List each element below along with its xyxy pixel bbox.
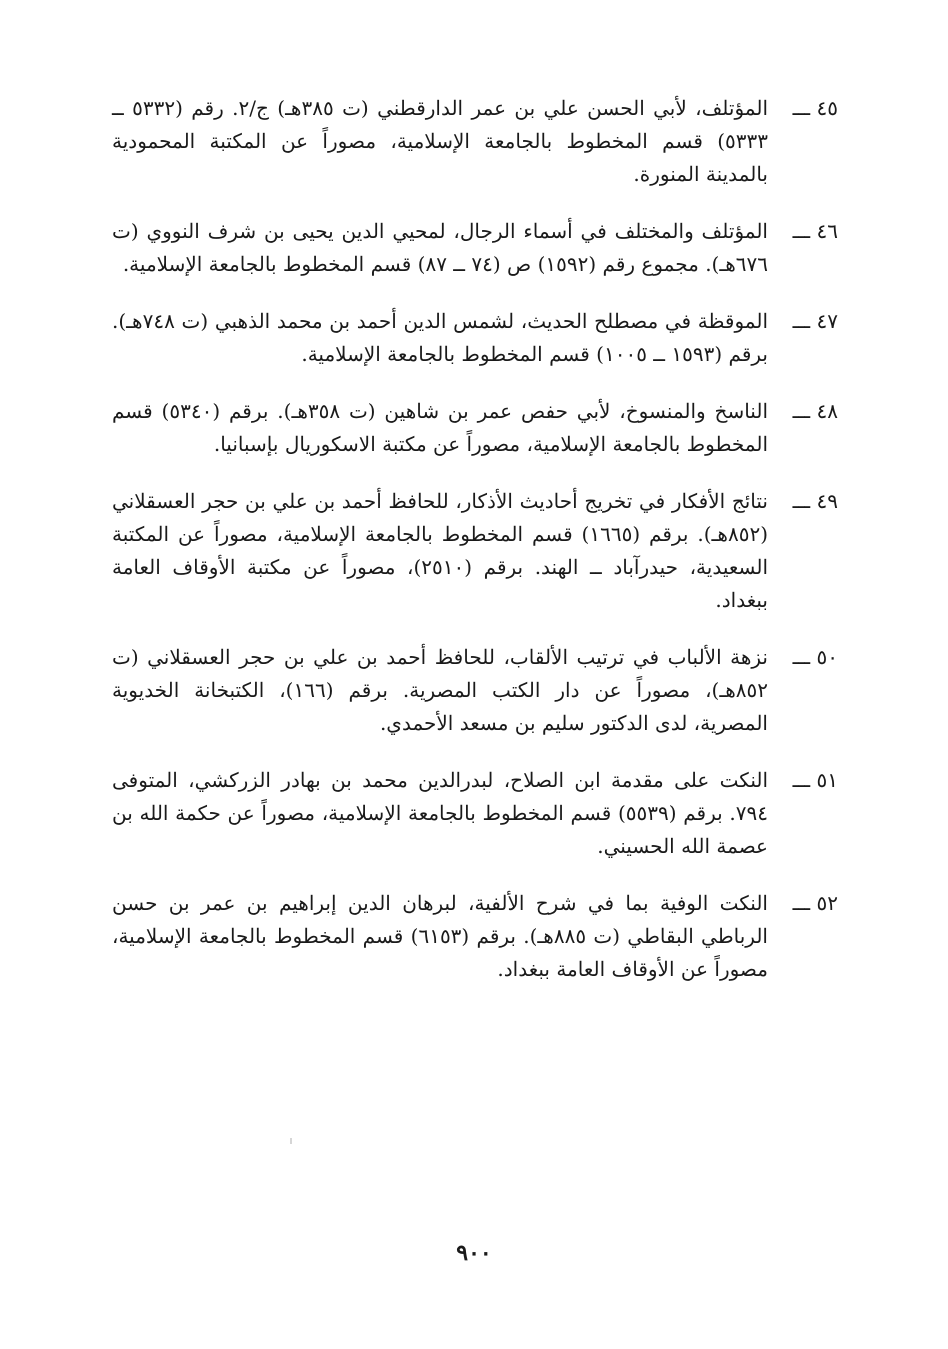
entry-text: المؤتلف والمختلف في أسماء الرجال، لمحيي الدين يحيى بن شرف النووي (ت ٦٧٦هـ). مجموع رقم (١٥٩٢) ص (٧٤ ــ ٨٧) قسم المخطوط بالجامعة الإسلامية. xyxy=(112,219,768,276)
bibliography-entry xyxy=(112,92,838,191)
entry-number: ٤٩ ـــ xyxy=(792,489,838,513)
entry-text: الناسخ والمنسوخ، لأبي حفص عمر بن شاهين (ت ٣٥٨هـ). برقم (٥٣٤٠) قسم المخطوط بالجامعة الإسلامية، مصوراً عن مكتبة الاسكوريال بإسبانيا. xyxy=(112,399,768,456)
entry-text: نتائج الأفكار في تخريج أحاديث الأذكار، للحافظ أحمد بن علي بن حجر العسقلاني (٨٥٢هـ). برقم (١٦٦٥) قسم المخطوط بالجامعة الإسلامية، مصوراً عن المكتبة السعيدية، حيدرآباد ــ الهند. برقم (٢٥١٠)، مصوراً عن مكتبة الأوقاف العامة ببغداد. xyxy=(112,489,769,612)
bibliography-list xyxy=(112,92,838,1010)
entry-number: ٤٨ ـــ xyxy=(792,399,838,423)
bibliography-entry xyxy=(112,305,838,371)
bibliography-entry xyxy=(112,764,838,863)
entry-number: ٤٧ ـــ xyxy=(792,309,838,333)
entry-text: النكت الوفية بما في شرح الألفية، لبرهان الدين إبراهيم بن عمر بن حسن الرباطي البقاطي (ت ٨٨٥هـ). برقم (٦١٥٣) قسم المخطوط بالجامعة الإسلامية، مصوراً عن الأوقاف العامة ببغداد. xyxy=(112,891,768,981)
entry-text: الموقظة في مصطلح الحديث، لشمس الدين أحمد بن محمد الذهبي (ت ٧٤٨هـ). برقم (١٥٩٣ ــ ١٠٠٥) قسم المخطوط بالجامعة الإسلامية. xyxy=(112,309,768,366)
entry-number: ٥١ ـــ xyxy=(792,768,838,792)
bibliography-entry xyxy=(112,887,838,986)
bibliography-entry xyxy=(112,215,838,281)
entry-number: ٤٦ ـــ xyxy=(792,219,838,243)
bibliography-entry xyxy=(112,485,838,617)
scan-mark xyxy=(290,1138,292,1144)
entry-number: ٥٢ ـــ xyxy=(792,891,838,915)
entry-number: ٤٥ ـــ xyxy=(792,96,838,120)
entry-text: المؤتلف، لأبي الحسن علي بن عمر الدارقطني (ت ٣٨٥هـ) ج/٢. رقم (٥٣٣٢ ــ ٥٣٣٣) قسم المخطوط بالجامعة الإسلامية، مصوراً عن المكتبة المحمودية بالمدينة المنورة. xyxy=(112,96,769,186)
entry-text: نزهة الألباب في ترتيب الألقاب، للحافظ أحمد بن علي بن حجر العسقلاني (ت ٨٥٢هـ)، مصوراً عن دار الكتب المصرية. برقم (١٦٦)، الكتبخانة الخديوية المصرية، لدى الدكتور سليم بن مسعد الأحمدي. xyxy=(112,645,769,735)
bibliography-entry xyxy=(112,641,838,740)
entry-number: ٥٠ ـــ xyxy=(792,645,838,669)
entry-text: النكت على مقدمة ابن الصلاح، لبدرالدين محمد بن بهادر الزركشي، المتوفى ٧٩٤. برقم (٥٥٣٩) قسم المخطوط بالجامعة الإسلامية، مصوراً عن حكمة الله بن عصمة الله الحسيني. xyxy=(112,768,768,858)
page-number: ٩٠٠ xyxy=(456,1240,492,1266)
bibliography-entry xyxy=(112,395,838,461)
